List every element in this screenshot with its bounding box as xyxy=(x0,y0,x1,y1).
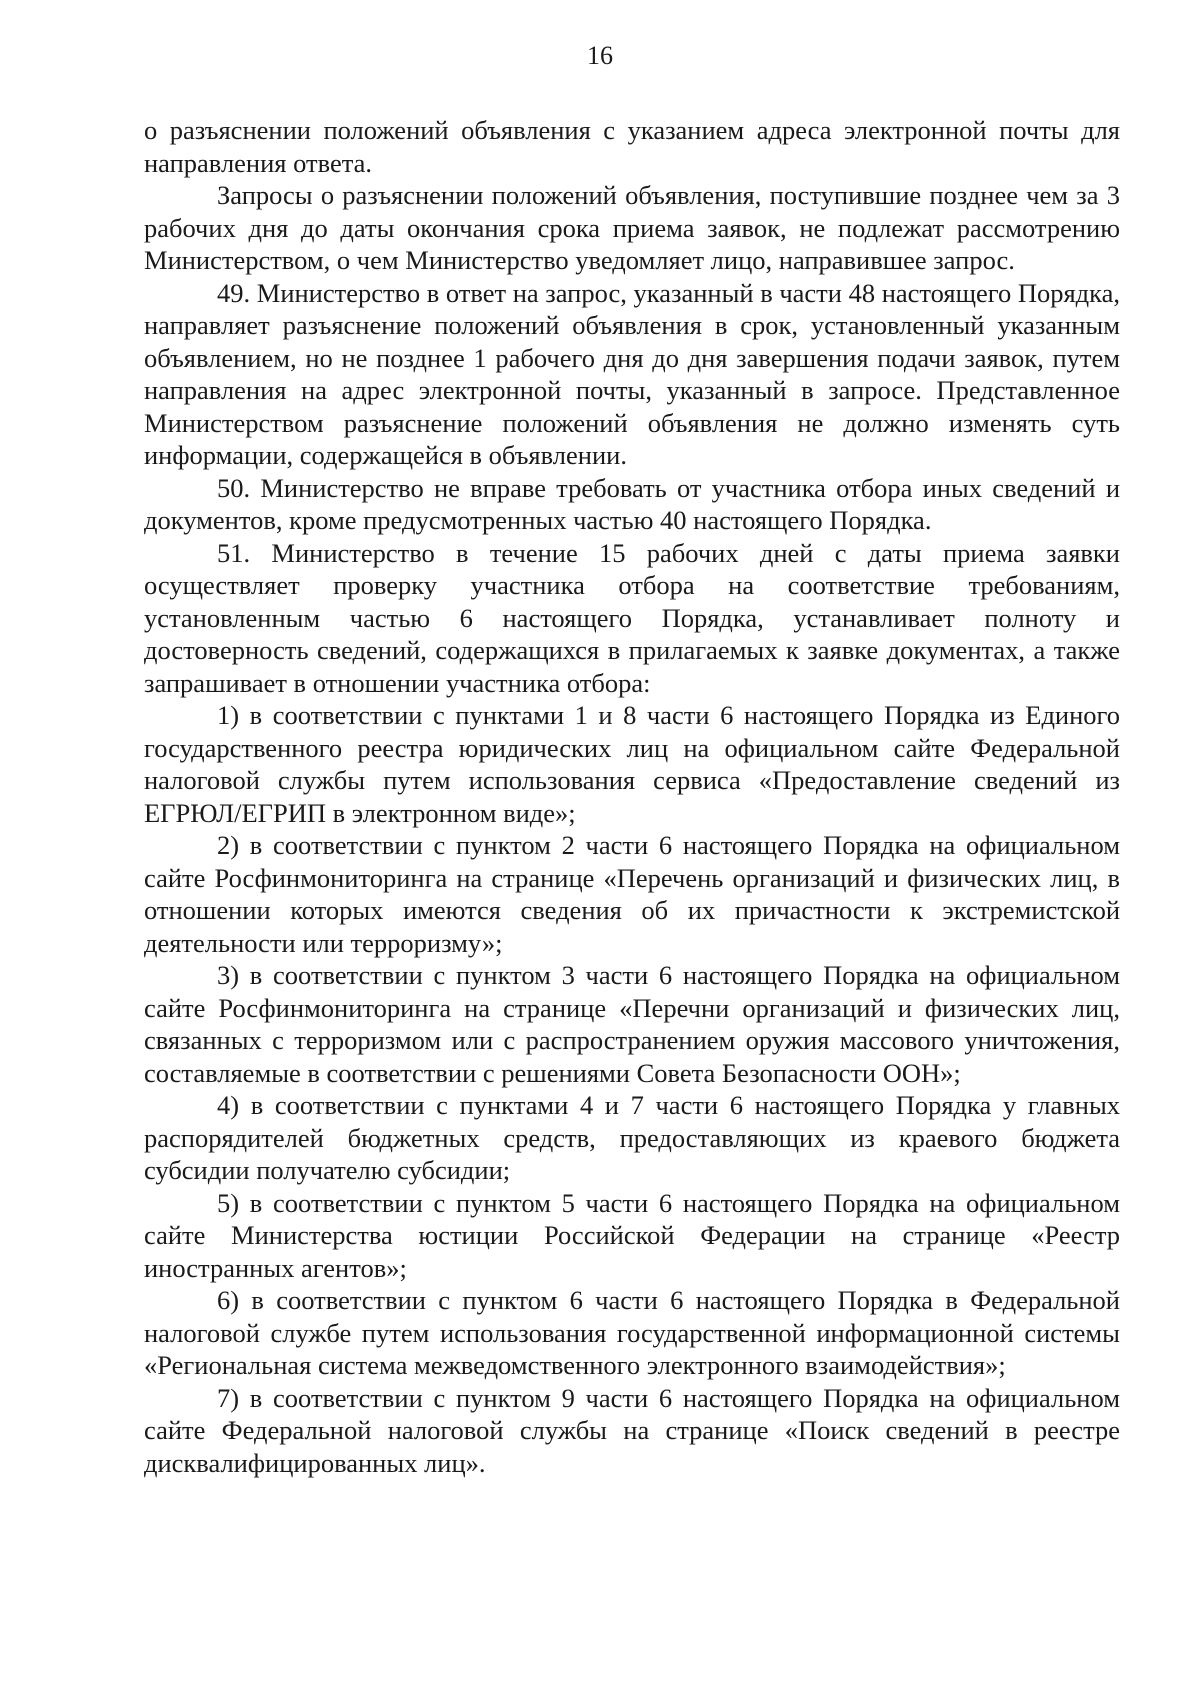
list-item-6: 6) в соответствии с пунктом 6 части 6 настоящего Порядка в Федеральной налоговой службе путем использования государственной информационной системы «Региональная система межведомственного электронного взаимодействия»; xyxy=(144,1285,1120,1380)
paragraph-requests-deadline: Запросы о разъяснении положений объявления, поступившие позднее чем за 3 рабочих дня до даты окончания срока приема заявок, не подлежат рассмотрению Министерством, о чем Министерство уведомляет лицо, направившее запрос. xyxy=(144,180,1120,275)
list-item-2: 2) в соответствии с пунктом 2 части 6 настоящего Порядка на официальном сайте Росфинмониторинга на странице «Перечень организаций и физических лиц, в отношении которых имеются сведения об их причастности к экстремистской деятельности или терроризму»; xyxy=(144,830,1120,958)
paragraph-51: 51. Министерство в течение 15 рабочих дней с даты приема заявки осуществляет проверку участника отбора на соответствие требованиям, установленным частью 6 настоящего Порядка, устанавливает полноту и достоверность сведений, содержащихся в прилагаемых к заявке документах, а также запрашивает в отношении участника отбора: xyxy=(144,537,1120,698)
list-item-3: 3) в соответствии с пунктом 3 части 6 настоящего Порядка на официальном сайте Росфинмониторинга на странице «Перечни организаций и физических лиц, связанных с терроризмом или с распространением оружия массового уничтожения, составляемые в соответствии с решениями Совета Безопасности ООН»; xyxy=(144,960,1120,1088)
list-item-1: 1) в соответствии с пунктами 1 и 8 части 6 настоящего Порядка из Единого государственного реестра юридических лиц на официальном сайте Федеральной налоговой службы путем использования сервиса «Предоставление сведений из ЕГРЮЛ/ЕГРИП в электронном виде»; xyxy=(144,700,1120,828)
list-item-4: 4) в соответствии с пунктами 4 и 7 части 6 настоящего Порядка у главных распорядителей бюджетных средств, предоставляющих из краевого бюджета субсидии получателю субсидии; xyxy=(144,1090,1120,1185)
list-item-7: 7) в соответствии с пунктом 9 части 6 настоящего Порядка на официальном сайте Федеральной налоговой службы на странице «Поиск сведений в реестре дисквалифицированных лиц». xyxy=(144,1382,1120,1478)
paragraph-50: 50. Министерство не вправе требовать от участника отбора иных сведений и документов, кроме предусмотренных частью 40 настоящего Порядка. xyxy=(144,472,1120,535)
paragraph-continuation: о разъяснении положений объявления с указанием адреса электронной почты для направления ответа. xyxy=(144,115,1120,178)
paragraph-49: 49. Министерство в ответ на запрос, указанный в части 48 настоящего Порядка, направляет разъяснение положений объявления в срок, установленный указанным объявлением, но не позднее 1 рабочего дня до дня завершения подачи заявок, путем направления на адрес электронной почты, указанный в запросе. Представленное Министерством разъяснение положений объявления не должно изменять суть информации, содержащейся в объявлении. xyxy=(144,277,1120,470)
document-body xyxy=(144,114,1120,1479)
list-item-5: 5) в соответствии с пунктом 5 части 6 настоящего Порядка на официальном сайте Министерства юстиции Российской Федерации на странице «Реестр иностранных агентов»; xyxy=(144,1187,1120,1283)
page-number: 16 xyxy=(587,41,613,70)
